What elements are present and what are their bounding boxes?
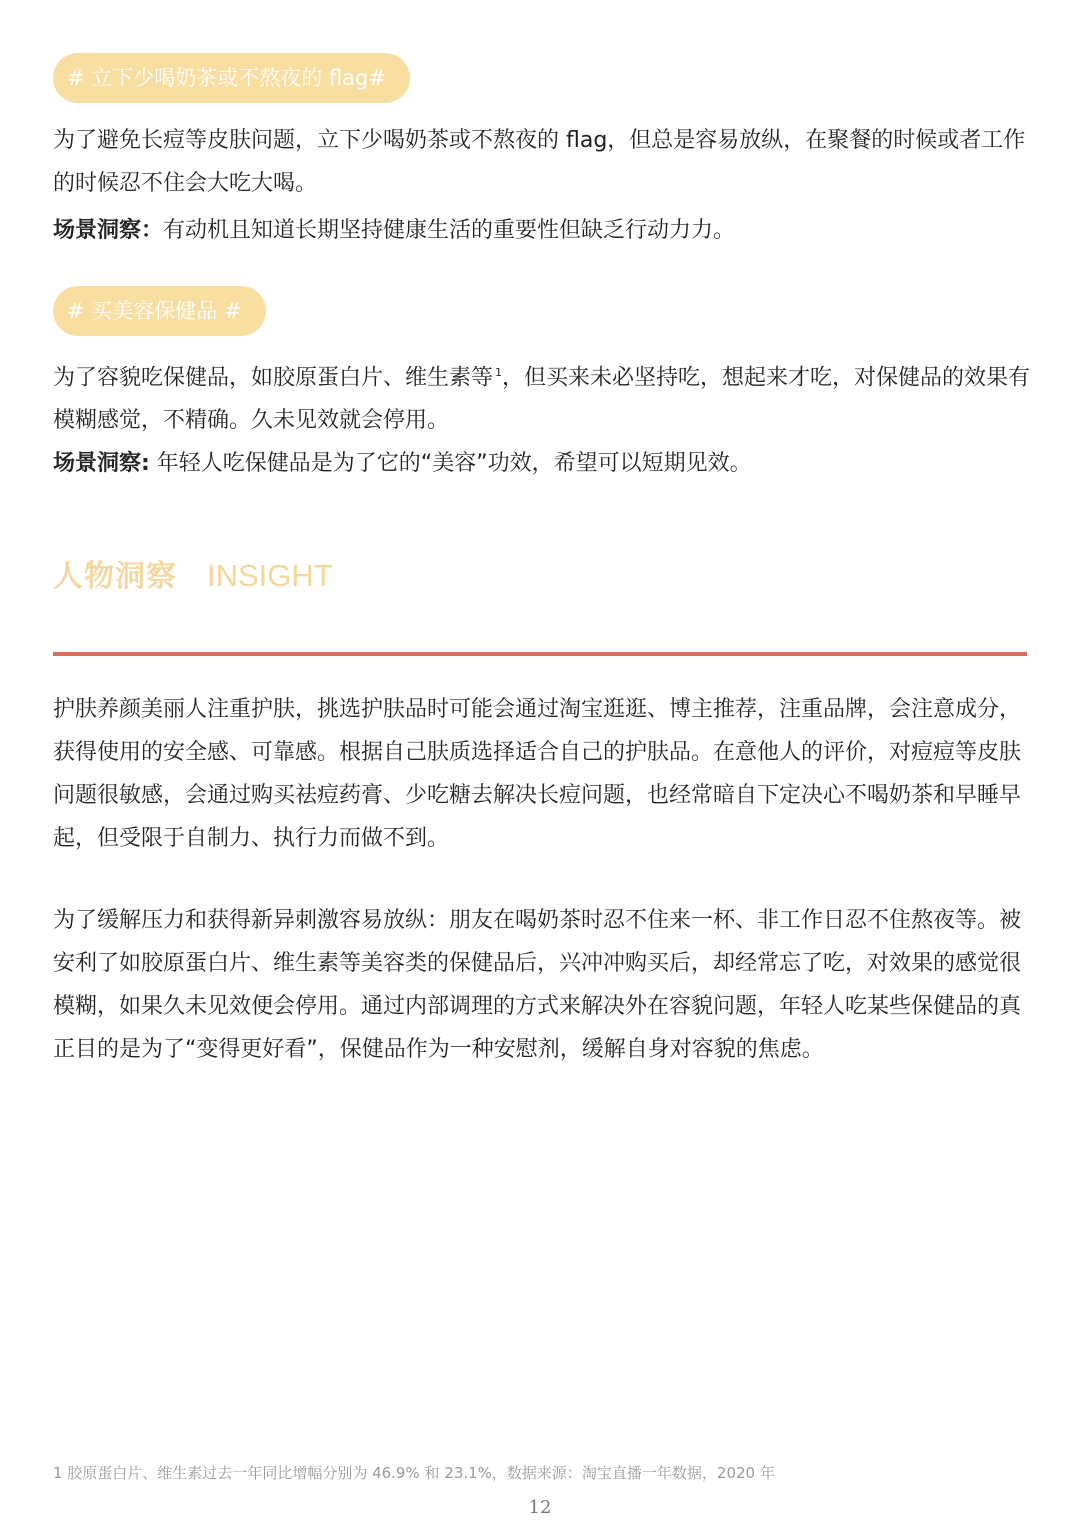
section-heading-cn: 人物洞察: [53, 559, 177, 594]
section1-insight: [53, 216, 1033, 246]
insight-text: 有动机且知道长期坚持健康生活的重要性但缺乏行动力力。: [163, 218, 736, 243]
section1-paragraph: 为了避免长痘等皮肤问题，立下少喝奶茶或不熬夜的 flag，但总是容易放纵，在聚餐的时候或者工作的时候忍不住会大吃大喝。: [53, 128, 1026, 196]
insight-label: 场景洞察：: [53, 218, 164, 243]
section2-paragraph: [53, 351, 1033, 442]
insight-label: 场景洞察:: [53, 451, 150, 476]
page-number: 12: [528, 1497, 552, 1518]
section2-text-after: ，但买来未必坚持吃，想起来才吃，对保健品的效果有模糊感觉，不精确。久未见效就会停用。: [53, 365, 1031, 434]
topic-tag-label: # 买美容保健品 #: [67, 299, 242, 323]
topic-tag-supplements: [53, 286, 266, 336]
topic-tag-milk-tea: [53, 53, 410, 103]
section-heading: [53, 552, 333, 601]
footnote-marker: 1: [495, 366, 503, 379]
section-divider: [53, 652, 1027, 656]
body-paragraph-1: 护肤养颜美丽人注重护肤，挑选护肤品时可能会通过淘宝逛逛、博主推荐，注重品牌，会注意成分，获得使用的安全感、可靠感。根据自己肤质选择适合自己的护肤品。在意他人的评价，对痘痘等皮肤问题很敏感，会通过购买祛痘药膏、少吃糖去解决长痘问题，也经常暗自下定决心不喝奶茶和早睡早起，但受限于自制力、执行力而做不到。: [53, 697, 1022, 851]
section2-insight: [53, 449, 1033, 479]
topic-tag-label: # 立下少喝奶茶或不熬夜的 flag#: [67, 66, 386, 90]
insight-text: 年轻人吃保健品是为了它的“美容”功效，希望可以短期见效。: [149, 451, 752, 476]
body-paragraph-2: 为了缓解压力和获得新异刺激容易放纵：朋友在喝奶茶时忍不住来一杯、非工作日忍不住熬夜等。被安利了如胶原蛋白片、维生素等美容类的保健品后，兴冲冲购买后，却经常忘了吃，对效果的感觉很模糊，如果久未见效便会停用。通过内部调理的方式来解决外在容貌问题，年轻人吃某些保健品的真正目的是为了“变得更好看”，保健品作为一种安慰剂，缓解自身对容貌的焦虑。: [53, 908, 1022, 1062]
section-heading-en: INSIGHT: [207, 558, 333, 593]
footnote: 1 胶原蛋白片、维生素过去一年同比增幅分别为 46.9% 和 23.1%，数据来源：淘宝直播一年数据，2020 年: [53, 1464, 775, 1482]
section2-text-before: 为了容貌吃保健品，如胶原蛋白片、维生素等: [53, 365, 494, 391]
